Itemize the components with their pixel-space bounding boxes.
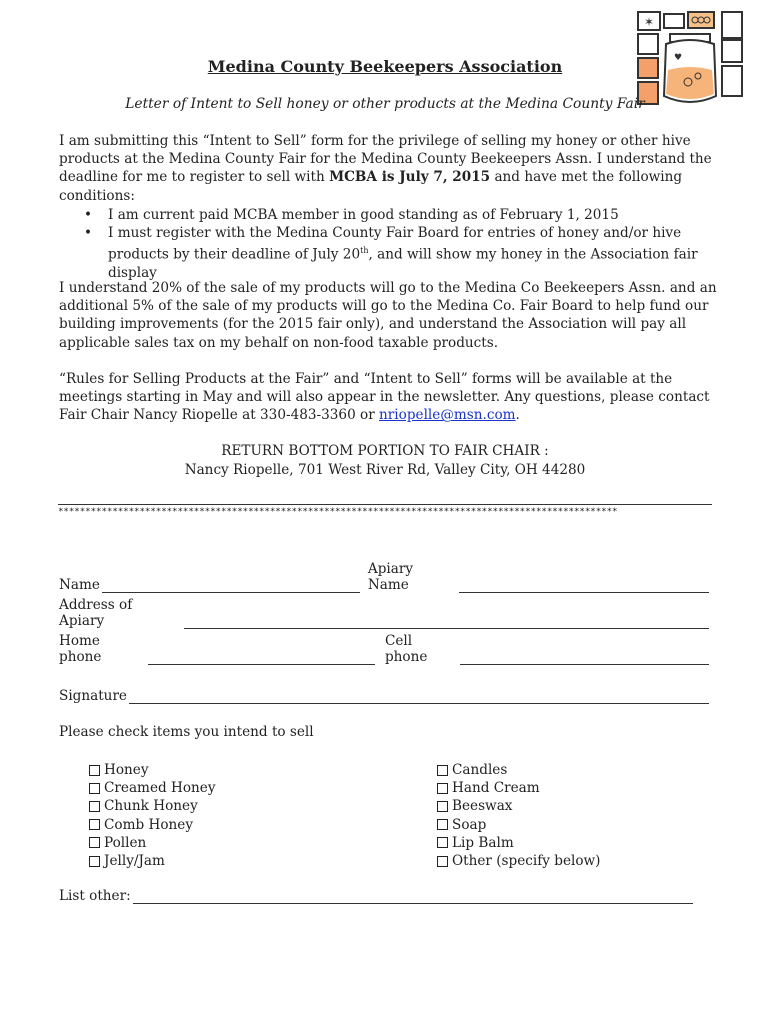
separator-stars: ******************************************************************************************************* [58, 506, 618, 517]
checkbox-item[interactable] [89, 852, 216, 870]
apiary-name-field[interactable] [459, 580, 709, 593]
list-other-row [59, 888, 709, 904]
checkbox[interactable] [437, 765, 448, 776]
address-row [59, 597, 709, 629]
return-instruction: RETURN BOTTOM PORTION TO FAIR CHAIR : [221, 443, 549, 459]
rules-end: . [515, 407, 520, 424]
intro-text-1: I am submitting this “Intent to Sell” form for the privilege of selling my honey or other hive products at the Medina County Fair for the Medina County Beekeepers Assn. I understand the deadline for me to register to sell with [59, 133, 712, 186]
checklist-left [89, 761, 216, 870]
address-field[interactable] [184, 616, 709, 629]
superscript: th [360, 246, 369, 256]
phone-row [59, 633, 709, 665]
checkbox[interactable] [89, 856, 100, 867]
checkbox-label: Honey [104, 762, 149, 779]
address-label: Address of Apiary [59, 597, 133, 629]
checkbox[interactable] [437, 801, 448, 812]
apiary-name-label: Apiary Name [367, 561, 414, 593]
condition-text: I must register with the Medina County Fair Board for entries of honey and/or hive products by their deadline of July 20 [108, 225, 682, 263]
home-phone-label: Home phone [59, 633, 102, 665]
checkbox-item[interactable] [437, 852, 600, 870]
checkbox-item[interactable] [437, 761, 600, 779]
checkbox-label: Other (specify below) [452, 853, 601, 870]
checkbox-item[interactable] [89, 797, 216, 815]
checkbox[interactable] [89, 801, 100, 812]
checkbox[interactable] [437, 819, 448, 830]
checkbox-label: Pollen [104, 834, 147, 851]
checkbox-label: Soap [452, 816, 487, 833]
separator-line [58, 504, 712, 505]
percent-paragraph: I understand 20% of the sale of my products will go to the Medina Co Beekeepers Assn. and an additional 5% of the sale of my products will go to the Medina Co. Fair Board to help fund our building improvements (for the 2015 fair only), and understand the Association will pay all applicable sales tax on my behalf on non-food taxable products. [59, 280, 717, 351]
check-prompt: Please check items you intend to sell [59, 724, 314, 740]
checkbox[interactable] [89, 837, 100, 848]
checkbox-label: Chunk Honey [104, 798, 198, 815]
email-link[interactable]: nriopelle@msn.com [379, 407, 516, 424]
checkbox[interactable] [437, 837, 448, 848]
checkbox-label: Candles [452, 762, 508, 779]
checkbox-item[interactable] [89, 779, 216, 797]
checkbox-item[interactable] [437, 816, 600, 834]
condition-item [84, 224, 724, 282]
home-phone-field[interactable] [148, 652, 375, 665]
condition-text: I am current paid MCBA member in good standing as of February 1, 2015 [108, 207, 619, 223]
svg-text:♥: ♥ [674, 53, 683, 63]
checkbox-item[interactable] [437, 797, 600, 815]
checkbox-label: Comb Honey [104, 816, 194, 833]
name-label: Name [59, 577, 100, 593]
checkbox[interactable] [437, 783, 448, 794]
checkbox[interactable] [89, 783, 100, 794]
intro-paragraph [59, 132, 719, 205]
checkbox[interactable] [89, 819, 100, 830]
checklist-right [437, 761, 600, 870]
rules-text: “Rules for Selling Products at the Fair” and “Intent to Sell” forms will be available at the meetings starting in May and will also appear in the newsletter. Any questions, please contact Fair Chair Nancy Riopelle at 330-483-3360 or [59, 371, 710, 424]
list-other-label: List other: [59, 888, 131, 904]
name-row [59, 561, 709, 593]
signature-row [59, 688, 709, 704]
deadline-bold: MCBA is July 7, 2015 [329, 169, 491, 186]
return-address: Nancy Riopelle, 701 West River Rd, Valley City, OH 44280 [184, 462, 586, 478]
checkbox-label: Jelly/Jam [104, 853, 165, 870]
intro-text-2: and have met the following conditions: [59, 169, 683, 204]
signature-label: Signature [59, 688, 127, 704]
page-title: Medina County Beekeepers Association [207, 57, 563, 76]
cell-phone-field[interactable] [460, 652, 709, 665]
page-subtitle: Letter of Intent to Sell honey or other products at the Medina County Fair [125, 96, 645, 112]
rules-paragraph [59, 370, 719, 425]
checkbox-label: Beeswax [452, 798, 513, 815]
cell-phone-label: Cell phone [384, 633, 428, 665]
checkbox-item[interactable] [437, 834, 600, 852]
list-other-field[interactable] [133, 891, 693, 904]
checkbox[interactable] [89, 765, 100, 776]
conditions-list [84, 206, 724, 282]
svg-text:✶: ✶ [644, 15, 655, 29]
checkbox-label: Hand Cream [452, 780, 540, 797]
checkbox-item[interactable] [89, 834, 216, 852]
name-field[interactable] [102, 580, 360, 593]
condition-text: , and will show my honey in the Association fair display [108, 246, 698, 282]
checkbox-item[interactable] [437, 779, 600, 797]
checkbox[interactable] [437, 856, 448, 867]
checkbox-label: Lip Balm [452, 834, 514, 851]
checkbox-label: Creamed Honey [104, 780, 216, 797]
signature-field[interactable] [129, 691, 709, 704]
condition-item [84, 206, 724, 224]
checkbox-item[interactable] [89, 761, 216, 779]
checkbox-item[interactable] [89, 816, 216, 834]
